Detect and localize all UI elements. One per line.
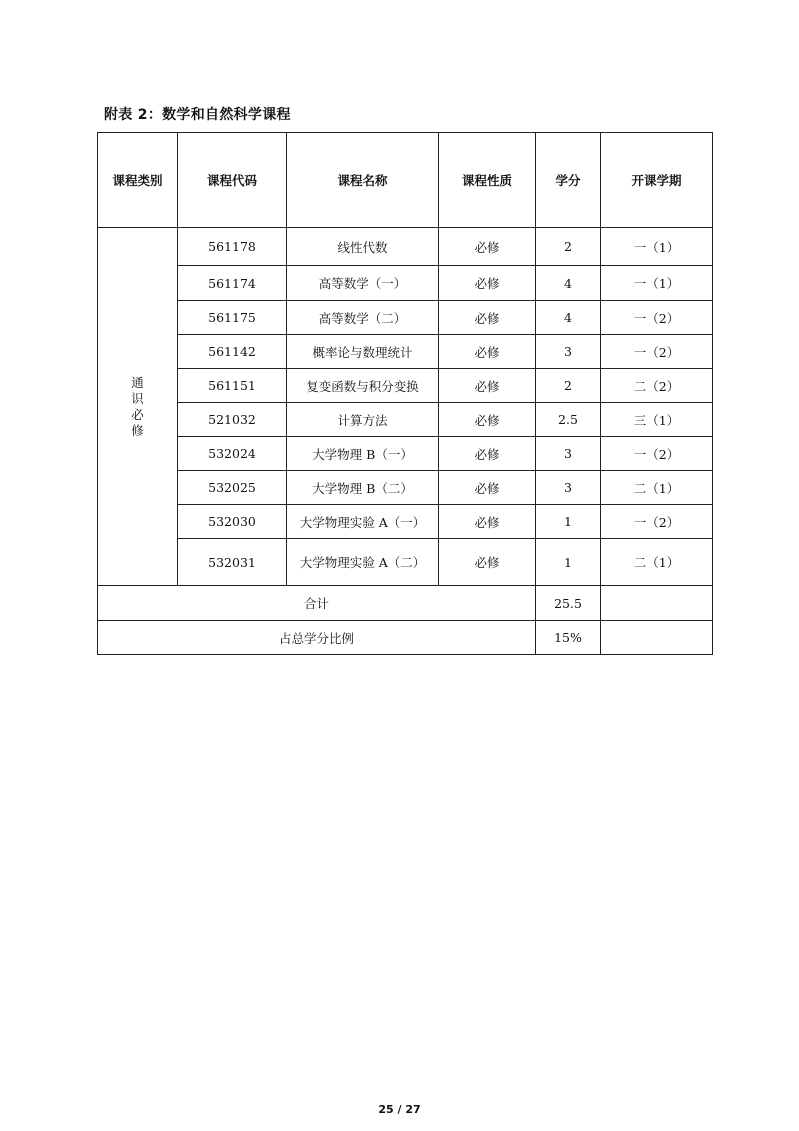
course-type: 必修 <box>439 471 536 505</box>
course-credit: 3 <box>536 471 601 505</box>
course-credit: 2.5 <box>536 403 601 437</box>
course-credit: 3 <box>536 335 601 369</box>
page-number: 25 / 27 <box>378 1103 421 1116</box>
total-term <box>601 586 713 621</box>
table-row <box>98 369 713 403</box>
total-credit: 25.5 <box>536 586 601 621</box>
course-type: 必修 <box>439 403 536 437</box>
course-code: 532024 <box>178 437 287 471</box>
course-type: 必修 <box>439 266 536 301</box>
course-term: 二（1） <box>601 539 713 586</box>
course-code: 532030 <box>178 505 287 539</box>
course-name: 大学物理 B（二） <box>287 471 439 505</box>
course-term: 一（2） <box>601 437 713 471</box>
total-label: 合计 <box>98 586 536 621</box>
course-credit: 4 <box>536 266 601 301</box>
table-row <box>98 437 713 471</box>
course-code: 532025 <box>178 471 287 505</box>
course-name: 大学物理实验 A（一） <box>287 505 439 539</box>
table-header-row <box>98 133 713 228</box>
course-code: 561174 <box>178 266 287 301</box>
course-credit: 2 <box>536 228 601 266</box>
course-code: 561142 <box>178 335 287 369</box>
course-name: 概率论与数理统计 <box>287 335 439 369</box>
course-type: 必修 <box>439 335 536 369</box>
category-label: 通识必修 <box>131 374 144 438</box>
course-term: 一（2） <box>601 301 713 335</box>
course-name: 大学物理 B（一） <box>287 437 439 471</box>
course-credit: 4 <box>536 301 601 335</box>
table-row <box>98 335 713 369</box>
header-name: 课程名称 <box>287 133 439 228</box>
table-row <box>98 228 713 266</box>
course-name: 复变函数与积分变换 <box>287 369 439 403</box>
table-row <box>98 471 713 505</box>
course-credit: 1 <box>536 505 601 539</box>
course-credit: 2 <box>536 369 601 403</box>
course-type: 必修 <box>439 505 536 539</box>
course-type: 必修 <box>439 301 536 335</box>
table-row <box>98 301 713 335</box>
header-term: 开课学期 <box>601 133 713 228</box>
course-name: 大学物理实验 A（二） <box>287 539 439 586</box>
course-credit: 1 <box>536 539 601 586</box>
course-table <box>97 132 713 655</box>
course-term: 二（1） <box>601 471 713 505</box>
course-name: 线性代数 <box>287 228 439 266</box>
course-term: 三（1） <box>601 403 713 437</box>
course-type: 必修 <box>439 539 536 586</box>
header-code: 课程代码 <box>178 133 287 228</box>
course-term: 一（2） <box>601 505 713 539</box>
header-category: 课程类别 <box>98 133 178 228</box>
course-credit: 3 <box>536 437 601 471</box>
course-type: 必修 <box>439 437 536 471</box>
total-row <box>98 586 713 621</box>
table-row <box>98 505 713 539</box>
course-type: 必修 <box>439 369 536 403</box>
header-credit: 学分 <box>536 133 601 228</box>
course-type: 必修 <box>439 228 536 266</box>
course-term: 一（2） <box>601 335 713 369</box>
course-name: 计算方法 <box>287 403 439 437</box>
ratio-term <box>601 621 713 655</box>
ratio-row <box>98 621 713 655</box>
course-term: 二（2） <box>601 369 713 403</box>
course-code: 561151 <box>178 369 287 403</box>
course-name: 高等数学（一） <box>287 266 439 301</box>
header-type: 课程性质 <box>439 133 536 228</box>
ratio-label: 占总学分比例 <box>98 621 536 655</box>
course-name: 高等数学（二） <box>287 301 439 335</box>
course-code: 521032 <box>178 403 287 437</box>
category-cell <box>98 228 178 586</box>
ratio-credit: 15% <box>536 621 601 655</box>
table-row <box>98 539 713 586</box>
table-row <box>98 266 713 301</box>
table-caption: 附表 2：数学和自然科学课程 <box>104 107 291 123</box>
table-row <box>98 403 713 437</box>
course-code: 561175 <box>178 301 287 335</box>
course-code: 532031 <box>178 539 287 586</box>
course-term: 一（1） <box>601 266 713 301</box>
course-term: 一（1） <box>601 228 713 266</box>
course-code: 561178 <box>178 228 287 266</box>
